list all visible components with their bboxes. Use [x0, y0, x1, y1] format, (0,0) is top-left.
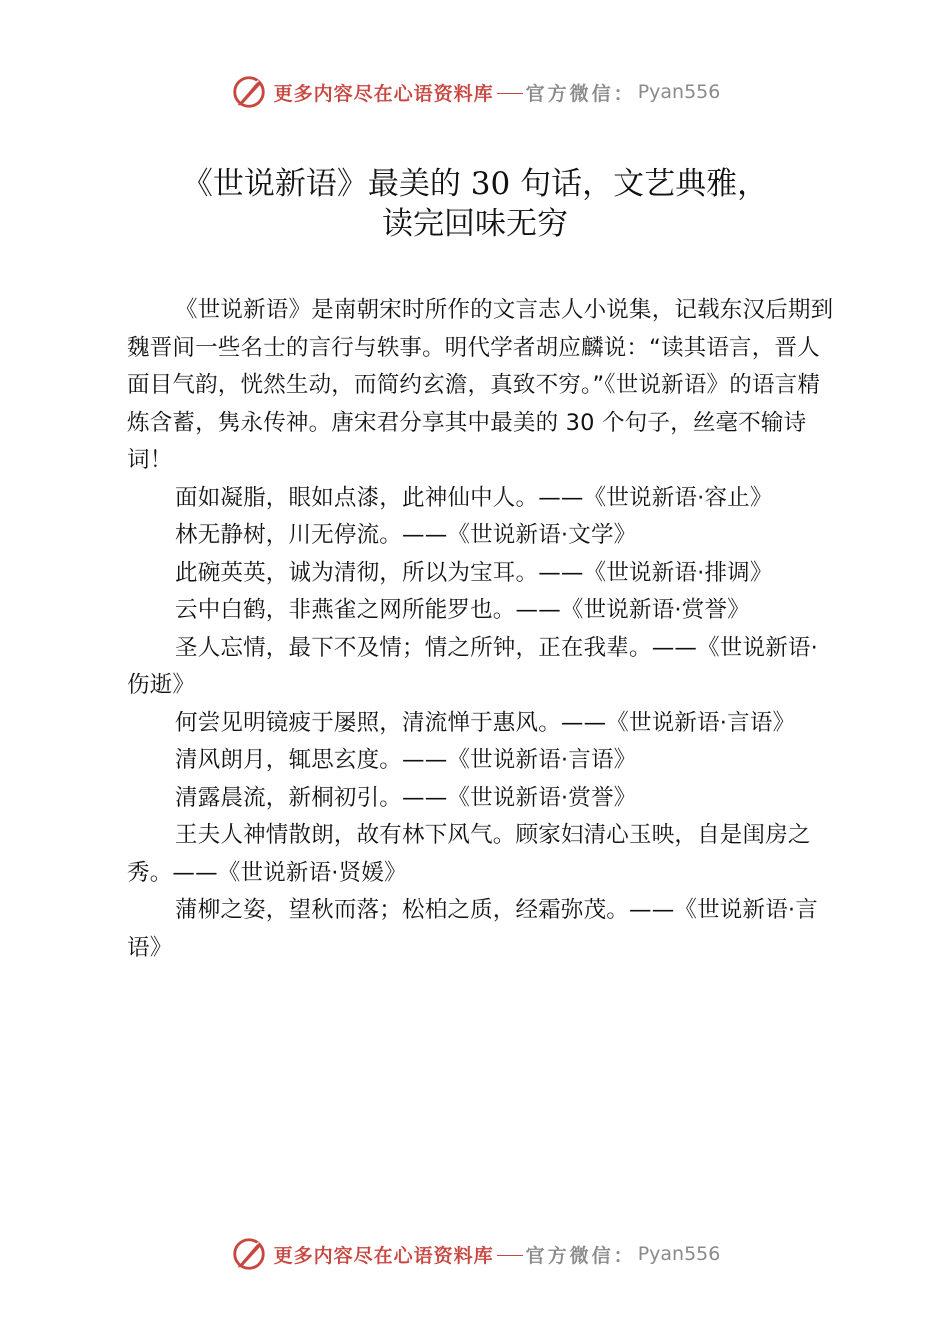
banner-account-id: Pyan556	[637, 81, 721, 103]
banner-wechat-label: 官方微信：	[525, 82, 636, 105]
banner-library-text: 更多内容尽在心语资料库	[273, 1244, 494, 1267]
quote-paragraph: 清露晨流，新桐初引。——《世说新语·赏誉》	[175, 784, 637, 811]
banner-wechat-label: 官方微信：	[525, 1244, 636, 1267]
quote-paragraph: 蒲柳之姿，望秋而落；松柏之质，经霜弥茂。——《世说新语·言语》	[127, 897, 818, 961]
banner-library-text: 更多内容尽在心语资料库	[273, 82, 494, 105]
quill-pen-logo-icon	[230, 73, 268, 111]
quote-paragraph: 圣人忘情，最下不及情；情之所钟，正在我辈。——《世说新语·伤逝》	[127, 634, 818, 698]
page-title	[0, 164, 950, 244]
quill-pen-logo-icon	[230, 1235, 268, 1273]
quote-paragraph: 林无静树，川无停流。——《世说新语·文学》	[175, 522, 637, 548]
quote-paragraph: 王夫人神情散朗，故有林下风气。顾家妇清心玉映，自是闺房之秀。——《世说新语·贤媛》	[127, 822, 811, 886]
intro-paragraph: 《世说新语》是南朝宋时所作的文言志人小说集，记载东汉后期到魏晋间一些名士的言行与轶事。明代学者胡应麟说：“读其语言，晋人面目气韵，恍然生动，而简约玄澹，真致不穷。”《世说新语》的语言精炼含蓄，隽永传神。唐宋君分享其中最美的 30 个句子，丝毫不输诗词！	[127, 297, 834, 473]
title-line-1: 《世说新语》最美的 30 句话，文艺典雅，	[181, 166, 769, 202]
footer-banner	[0, 1232, 950, 1276]
quote-paragraph: 面如凝脂，眼如点漆，此神仙中人。——《世说新语·容止》	[175, 484, 773, 511]
quote-paragraph: 此碗英英，诚为清彻，所以为宝耳。——《世说新语·排调》	[175, 559, 773, 586]
header-banner	[0, 70, 950, 114]
banner-account-id: Pyan556	[637, 1243, 721, 1265]
title-line-2: 读完回味无穷	[382, 206, 568, 242]
quote-paragraph: 清风朗月，辄思玄度。——《世说新语·言语》	[175, 747, 637, 773]
banner-dash	[497, 1255, 523, 1256]
document-body	[127, 292, 839, 967]
quote-paragraph: 云中白鹤，非燕雀之网所能罗也。——《世说新语·赏誉》	[175, 597, 750, 623]
banner-dash	[497, 93, 523, 94]
quote-paragraph: 何尝见明镜疲于屡照，清流惮于惠风。——《世说新语·言语》	[175, 709, 796, 736]
